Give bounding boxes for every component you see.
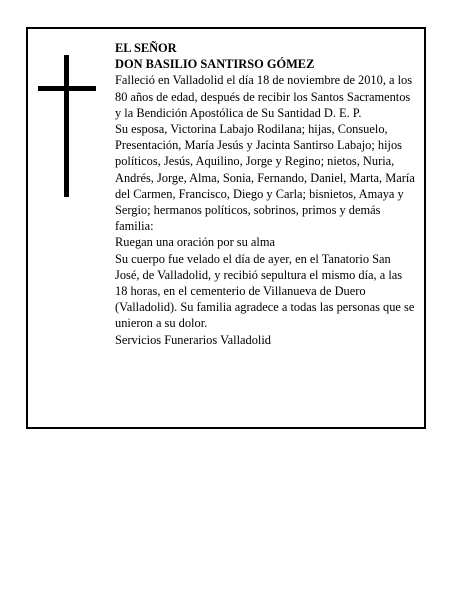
death-paragraph: Falleció en Valladolid el día 18 de noviembre de 2010, a los 80 años de edad, después de recibir los Santos Sacramentos y la Bendición Apostólica de Su Santidad D. E. P. — [115, 73, 413, 120]
cross-horizontal-bar — [38, 86, 96, 91]
obituary-text — [115, 40, 417, 348]
funeral-paragraph: Su cuerpo fue velado el día de ayer, en el Tanatorio San José, de Valladolid, y recibió sepultura el mismo día, a las 18 horas, en el cementerio de Villanueva de Duero (Valladolid). Su familia agradece a todas las personas que se unieron a su dolor. — [115, 251, 415, 331]
family-paragraph: Su esposa, Victorina Labajo Rodilana; hijas, Consuelo, Presentación, María Jesús y Jacinta Santirso Labajo; hijos políticos, Jesús, Aquilino, Jorge y Regino; nietos, Nuria, Andrés, Jorge, Alma, Sonia, Fernando, Daniel, Marta, María del Carmen, Francisco, Diego y Carla; bisnietos, Amaya y Sergio; hermanos políticos, sobrinos, primos y demás familia: — [115, 122, 415, 234]
cross-vertical-bar — [64, 55, 69, 197]
prayer-request: Ruegan una oración por su alma — [115, 235, 275, 250]
funeral-home: Servicios Funerarios Valladolid — [115, 332, 272, 347]
heading-title: EL SEÑOR — [115, 41, 177, 55]
deceased-name: DON BASILIO SANTIRSO GÓMEZ — [115, 57, 315, 72]
